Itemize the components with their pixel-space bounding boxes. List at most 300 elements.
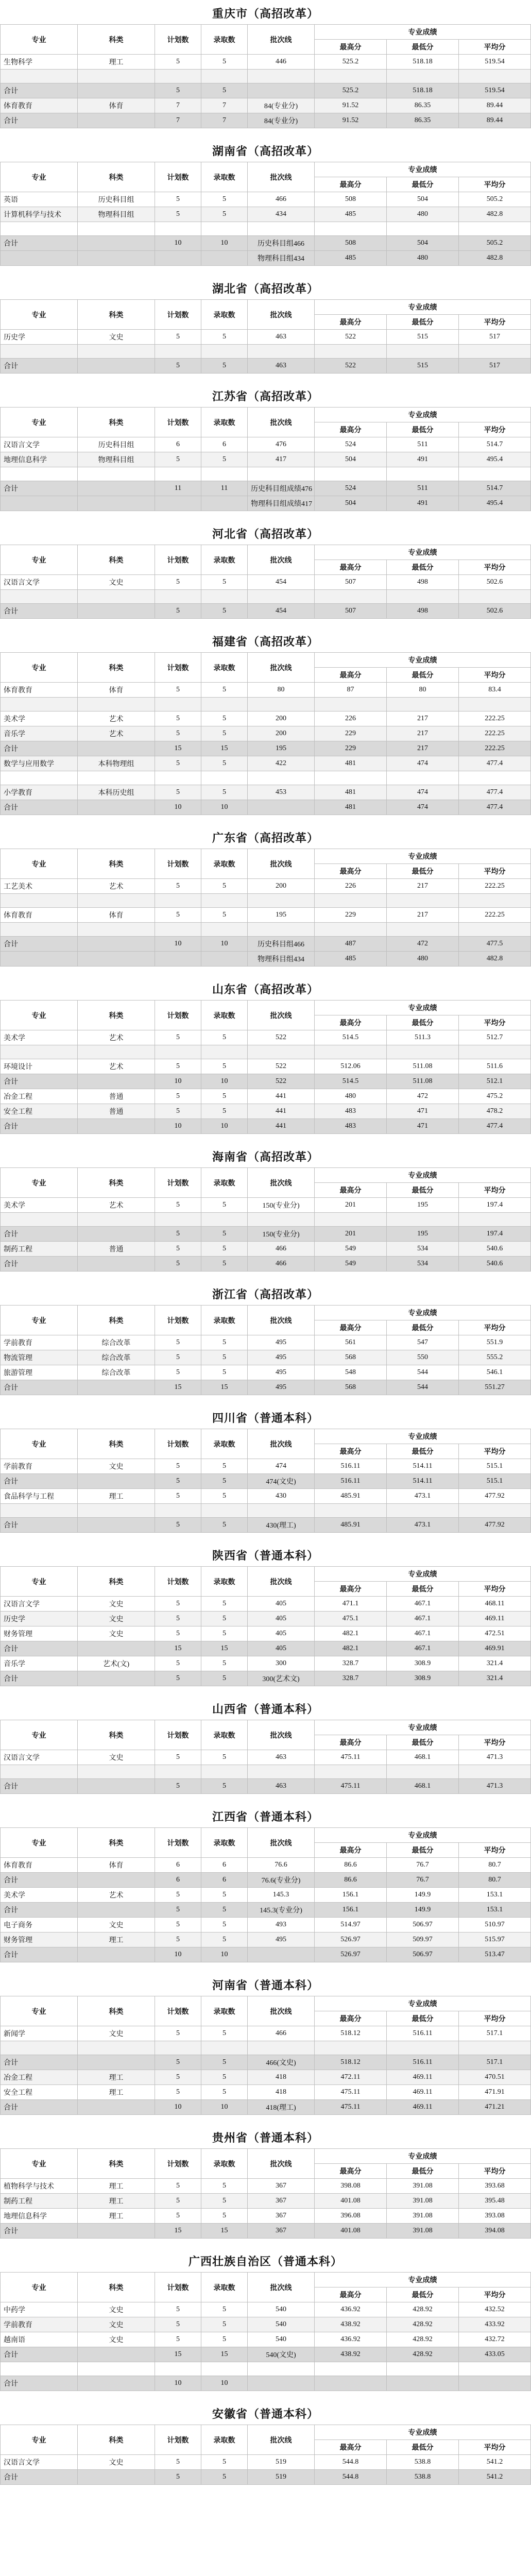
header-high: 最高分 xyxy=(315,2287,387,2302)
table-row xyxy=(1,894,531,908)
table-row xyxy=(1,2041,531,2055)
cell-type xyxy=(78,771,155,785)
cell-min-score: 430(理工) xyxy=(248,1518,315,1533)
header-avg: 平均分 xyxy=(459,315,531,330)
header-min-score: 批次线 xyxy=(248,849,315,879)
table-row xyxy=(1,1518,531,1533)
cell-enroll: 5 xyxy=(201,1626,248,1641)
table-row xyxy=(1,113,531,128)
cell-plan xyxy=(155,1045,201,1059)
cell-high: 507 xyxy=(315,575,387,590)
cell-enroll: 15 xyxy=(201,1641,248,1656)
cell-avg: 541.2 xyxy=(459,2470,531,2485)
admission-table xyxy=(0,1996,531,2115)
cell-high: 472.11 xyxy=(315,2070,387,2085)
province-section xyxy=(0,0,531,128)
cell-major: 越南语 xyxy=(1,2332,78,2347)
province-section xyxy=(0,1281,531,1395)
cell-high: 401.08 xyxy=(315,2194,387,2209)
cell-major xyxy=(1,1765,78,1779)
cell-high: 512.06 xyxy=(315,1059,387,1074)
cell-avg xyxy=(459,698,531,711)
cell-avg: 502.6 xyxy=(459,604,531,619)
cell-low: 217 xyxy=(387,908,459,923)
cell-type xyxy=(78,590,155,604)
header-major: 专业 xyxy=(1,2273,78,2302)
cell-high: 471.1 xyxy=(315,1597,387,1612)
cell-type xyxy=(78,1504,155,1518)
header-low: 最低分 xyxy=(387,2011,459,2026)
section-title: 湖南省（高招改革） xyxy=(212,145,319,158)
cell-type xyxy=(78,1213,155,1227)
table-row xyxy=(1,359,531,374)
table-row xyxy=(1,2362,531,2376)
header-high: 最高分 xyxy=(315,2011,387,2026)
cell-major: 合计 xyxy=(1,236,78,251)
cell-high xyxy=(315,222,387,236)
cell-enroll: 5 xyxy=(201,575,248,590)
cell-low: 506.97 xyxy=(387,1947,459,1962)
cell-high: 91.52 xyxy=(315,98,387,113)
table-row xyxy=(1,1779,531,1794)
admission-table xyxy=(0,1167,531,1272)
cell-major: 工艺美术 xyxy=(1,879,78,894)
cell-type: 综合改革 xyxy=(78,1365,155,1380)
header-major: 专业 xyxy=(1,849,78,879)
cell-plan: 10 xyxy=(155,236,201,251)
cell-high: 524 xyxy=(315,481,387,496)
cell-high xyxy=(315,771,387,785)
cell-enroll: 10 xyxy=(201,1119,248,1134)
cell-high xyxy=(315,923,387,937)
cell-avg: 89.44 xyxy=(459,113,531,128)
cell-min-score: 300 xyxy=(248,1656,315,1671)
table-row xyxy=(1,923,531,937)
table-row xyxy=(1,1933,531,1947)
cell-plan: 5 xyxy=(155,1671,201,1686)
cell-plan: 5 xyxy=(155,1918,201,1933)
cell-major xyxy=(1,771,78,785)
header-low: 最低分 xyxy=(387,2164,459,2179)
cell-low: 469.11 xyxy=(387,2070,459,2085)
cell-low: 428.92 xyxy=(387,2332,459,2347)
table-row xyxy=(1,1612,531,1626)
cell-high: 516.11 xyxy=(315,1474,387,1489)
header-scores-group: 专业成绩 xyxy=(315,1168,531,1183)
cell-major: 财务管理 xyxy=(1,1933,78,1947)
cell-low: 308.9 xyxy=(387,1656,459,1671)
cell-high: 518.12 xyxy=(315,2055,387,2070)
cell-avg: 515.97 xyxy=(459,1933,531,1947)
cell-plan: 5 xyxy=(155,1933,201,1947)
header-scores-group: 专业成绩 xyxy=(315,653,531,668)
header-avg: 平均分 xyxy=(459,864,531,879)
cell-low: 467.1 xyxy=(387,1597,459,1612)
cell-avg: 321.4 xyxy=(459,1656,531,1671)
cell-avg: 519.54 xyxy=(459,55,531,70)
cell-min-score: 418 xyxy=(248,2070,315,2085)
cell-major: 中药学 xyxy=(1,2302,78,2317)
cell-min-score: 493 xyxy=(248,1918,315,1933)
cell-avg xyxy=(459,2376,531,2391)
cell-type xyxy=(78,481,155,496)
cell-major xyxy=(1,590,78,604)
cell-major xyxy=(1,251,78,266)
header-type: 科类 xyxy=(78,545,155,575)
cell-enroll: 5 xyxy=(201,1750,248,1765)
cell-type xyxy=(78,1074,155,1089)
cell-low: 480 xyxy=(387,251,459,266)
table-row xyxy=(1,575,531,590)
cell-low xyxy=(387,771,459,785)
header-avg: 平均分 xyxy=(459,668,531,683)
cell-enroll: 5 xyxy=(201,452,248,467)
cell-avg xyxy=(459,1045,531,1059)
cell-type xyxy=(78,1518,155,1533)
cell-min-score: 145.3 xyxy=(248,1888,315,1903)
table-row xyxy=(1,496,531,511)
header-scores-group: 专业成绩 xyxy=(315,2273,531,2287)
cell-low: 428.92 xyxy=(387,2302,459,2317)
cell-major: 合计 xyxy=(1,1474,78,1489)
cell-plan: 10 xyxy=(155,937,201,952)
cell-type: 体育 xyxy=(78,1858,155,1873)
header-min-score: 批次线 xyxy=(248,300,315,330)
table-row xyxy=(1,467,531,481)
cell-avg: 477.92 xyxy=(459,1489,531,1504)
header-plan: 计划数 xyxy=(155,1306,201,1335)
cell-plan: 15 xyxy=(155,741,201,756)
header-enroll: 录取数 xyxy=(201,545,248,575)
cell-enroll: 5 xyxy=(201,192,248,207)
cell-low xyxy=(387,2362,459,2376)
cell-major: 安全工程 xyxy=(1,2085,78,2100)
header-type: 科类 xyxy=(78,653,155,683)
cell-enroll: 5 xyxy=(201,1779,248,1794)
admission-table xyxy=(0,2148,531,2239)
cell-type xyxy=(78,894,155,908)
cell-avg: 517.1 xyxy=(459,2055,531,2070)
cell-plan: 5 xyxy=(155,1626,201,1641)
cell-enroll xyxy=(201,2041,248,2055)
cell-avg: 495.4 xyxy=(459,496,531,511)
cell-min-score xyxy=(248,2041,315,2055)
header-scores-group: 专业成绩 xyxy=(315,1828,531,1843)
cell-type xyxy=(78,1765,155,1779)
cell-high: 485 xyxy=(315,952,387,967)
cell-low: 538.8 xyxy=(387,2455,459,2470)
cell-min-score: 466 xyxy=(248,1257,315,1272)
cell-major: 制药工程 xyxy=(1,1242,78,1257)
cell-enroll: 5 xyxy=(201,1903,248,1918)
header-high: 最高分 xyxy=(315,1843,387,1858)
cell-avg: 477.5 xyxy=(459,937,531,952)
cell-type xyxy=(78,236,155,251)
cell-high: 436.92 xyxy=(315,2302,387,2317)
cell-enroll xyxy=(201,1045,248,1059)
header-enroll: 录取数 xyxy=(201,162,248,192)
admission-table xyxy=(0,545,531,619)
table-row xyxy=(1,481,531,496)
cell-plan: 5 xyxy=(155,2302,201,2317)
cell-avg: 222.25 xyxy=(459,879,531,894)
cell-enroll: 6 xyxy=(201,437,248,452)
cell-plan: 10 xyxy=(155,2376,201,2391)
cell-major: 汉语言文学 xyxy=(1,575,78,590)
cell-avg xyxy=(459,70,531,83)
header-min-score: 批次线 xyxy=(248,653,315,683)
section-title: 四川省（普通本科） xyxy=(212,1412,319,1425)
header-major: 专业 xyxy=(1,408,78,437)
cell-low: 467.1 xyxy=(387,1641,459,1656)
cell-avg: 470.51 xyxy=(459,2070,531,2085)
header-plan: 计划数 xyxy=(155,1996,201,2026)
cell-low xyxy=(387,467,459,481)
cell-low: 80 xyxy=(387,683,459,698)
province-section xyxy=(0,976,531,1134)
table-row xyxy=(1,2194,531,2209)
header-avg: 平均分 xyxy=(459,40,531,55)
cell-type xyxy=(78,1873,155,1888)
cell-min-score xyxy=(248,467,315,481)
cell-low xyxy=(387,923,459,937)
header-type: 科类 xyxy=(78,1828,155,1858)
cell-type: 艺术 xyxy=(78,1198,155,1213)
cell-plan: 15 xyxy=(155,1380,201,1395)
cell-major: 学前教育 xyxy=(1,2317,78,2332)
cell-enroll: 5 xyxy=(201,1365,248,1380)
cell-avg: 394.08 xyxy=(459,2224,531,2239)
cell-major: 物流管理 xyxy=(1,1350,78,1365)
cell-type: 文史 xyxy=(78,575,155,590)
cell-low: 511.3 xyxy=(387,1030,459,1045)
cell-type: 文史 xyxy=(78,2302,155,2317)
cell-enroll xyxy=(201,70,248,83)
cell-min-score: 441 xyxy=(248,1089,315,1104)
cell-high: 91.52 xyxy=(315,113,387,128)
cell-plan: 5 xyxy=(155,575,201,590)
cell-avg xyxy=(459,1213,531,1227)
header-avg: 平均分 xyxy=(459,1843,531,1858)
cell-plan: 5 xyxy=(155,55,201,70)
cell-high: 480 xyxy=(315,1089,387,1104)
cell-high: 201 xyxy=(315,1198,387,1213)
cell-plan: 5 xyxy=(155,1104,201,1119)
cell-high: 568 xyxy=(315,1350,387,1365)
header-scores-group: 专业成绩 xyxy=(315,300,531,315)
cell-major: 美术学 xyxy=(1,1198,78,1213)
cell-plan xyxy=(155,894,201,908)
cell-high: 549 xyxy=(315,1257,387,1272)
cell-min-score: 474(文史) xyxy=(248,1474,315,1489)
cell-min-score: 405 xyxy=(248,1597,315,1612)
table-row xyxy=(1,756,531,771)
table-row xyxy=(1,2179,531,2194)
cell-type: 理工 xyxy=(78,2179,155,2194)
cell-low: 514.11 xyxy=(387,1474,459,1489)
cell-min-score: 463 xyxy=(248,330,315,345)
header-major: 专业 xyxy=(1,1828,78,1858)
province-section xyxy=(0,824,531,967)
cell-major: 美术学 xyxy=(1,1030,78,1045)
cell-low: 471 xyxy=(387,1119,459,1134)
cell-high: 87 xyxy=(315,683,387,698)
cell-major: 环境设计 xyxy=(1,1059,78,1074)
cell-type: 文史 xyxy=(78,1626,155,1641)
cell-low: 308.9 xyxy=(387,1671,459,1686)
cell-min-score: 540 xyxy=(248,2302,315,2317)
cell-plan: 5 xyxy=(155,2332,201,2347)
header-high: 最高分 xyxy=(315,1735,387,1750)
table-row xyxy=(1,1765,531,1779)
cell-min-score: 466 xyxy=(248,2026,315,2041)
cell-min-score: 418 xyxy=(248,2085,315,2100)
cell-type xyxy=(78,2224,155,2239)
cell-enroll: 6 xyxy=(201,1858,248,1873)
cell-min-score: 80 xyxy=(248,683,315,698)
province-section xyxy=(0,520,531,619)
cell-min-score: 405 xyxy=(248,1626,315,1641)
cell-plan: 5 xyxy=(155,2085,201,2100)
header-type: 科类 xyxy=(78,408,155,437)
cell-enroll: 5 xyxy=(201,2085,248,2100)
cell-enroll: 5 xyxy=(201,1242,248,1257)
cell-low: 491 xyxy=(387,496,459,511)
cell-major: 合计 xyxy=(1,1119,78,1134)
cell-low: 506.97 xyxy=(387,1918,459,1933)
cell-min-score: 405 xyxy=(248,1612,315,1626)
cell-avg xyxy=(459,2041,531,2055)
cell-major: 体育教育 xyxy=(1,908,78,923)
cell-avg: 477.4 xyxy=(459,785,531,800)
cell-plan: 5 xyxy=(155,192,201,207)
header-min-score: 批次线 xyxy=(248,408,315,437)
cell-type xyxy=(78,467,155,481)
cell-type xyxy=(78,800,155,815)
header-scores-group: 专业成绩 xyxy=(315,1720,531,1735)
cell-plan: 5 xyxy=(155,1656,201,1671)
cell-low: 518.18 xyxy=(387,83,459,98)
table-row xyxy=(1,98,531,113)
cell-type: 理工 xyxy=(78,2070,155,2085)
header-min-score: 批次线 xyxy=(248,1429,315,1459)
cell-avg: 89.44 xyxy=(459,98,531,113)
cell-low: 550 xyxy=(387,1350,459,1365)
cell-major: 合计 xyxy=(1,1903,78,1918)
cell-major: 小学教育 xyxy=(1,785,78,800)
header-scores-group: 专业成绩 xyxy=(315,2425,531,2440)
header-high: 最高分 xyxy=(315,1444,387,1459)
cell-avg: 546.1 xyxy=(459,1365,531,1380)
section-title: 广东省（高招改革） xyxy=(212,832,319,844)
header-plan: 计划数 xyxy=(155,408,201,437)
cell-plan: 11 xyxy=(155,481,201,496)
cell-high: 516.11 xyxy=(315,1459,387,1474)
cell-low: 474 xyxy=(387,756,459,771)
section-title: 安徽省（普通本科） xyxy=(212,2408,319,2420)
table-row xyxy=(1,1888,531,1903)
header-major: 专业 xyxy=(1,653,78,683)
header-major: 专业 xyxy=(1,1168,78,1198)
cell-major: 财务管理 xyxy=(1,1626,78,1641)
header-high: 最高分 xyxy=(315,1183,387,1198)
cell-avg: 477.4 xyxy=(459,1119,531,1134)
cell-enroll: 7 xyxy=(201,98,248,113)
cell-high: 507 xyxy=(315,604,387,619)
cell-major: 音乐学 xyxy=(1,1656,78,1671)
cell-enroll xyxy=(201,894,248,908)
header-avg: 平均分 xyxy=(459,2287,531,2302)
cell-avg xyxy=(459,590,531,604)
cell-low: 491 xyxy=(387,452,459,467)
cell-type: 艺术 xyxy=(78,879,155,894)
cell-plan xyxy=(155,698,201,711)
header-low: 最低分 xyxy=(387,2287,459,2302)
cell-avg: 517.1 xyxy=(459,2026,531,2041)
cell-plan: 5 xyxy=(155,2470,201,2485)
cell-type: 理工 xyxy=(78,1933,155,1947)
cell-major: 美术学 xyxy=(1,711,78,726)
cell-major: 学前教育 xyxy=(1,1459,78,1474)
cell-high: 526.97 xyxy=(315,1947,387,1962)
section-title: 海南省（高招改革） xyxy=(212,1150,319,1163)
cell-low: 76.7 xyxy=(387,1873,459,1888)
table-row xyxy=(1,1671,531,1686)
header-major: 专业 xyxy=(1,300,78,330)
table-row xyxy=(1,2376,531,2391)
cell-low: 518.18 xyxy=(387,55,459,70)
cell-major: 数学与应用数学 xyxy=(1,756,78,771)
header-enroll: 录取数 xyxy=(201,408,248,437)
header-scores-group: 专业成绩 xyxy=(315,1001,531,1015)
cell-enroll: 5 xyxy=(201,1030,248,1045)
header-major: 专业 xyxy=(1,1720,78,1750)
cell-min-score: 441 xyxy=(248,1104,315,1119)
table-row xyxy=(1,1074,531,1089)
cell-min-score: 446 xyxy=(248,55,315,70)
cell-avg: 551.9 xyxy=(459,1335,531,1350)
header-major: 专业 xyxy=(1,25,78,55)
table-row xyxy=(1,698,531,711)
cell-low xyxy=(387,345,459,359)
header-avg: 平均分 xyxy=(459,560,531,575)
cell-type: 文史 xyxy=(78,2332,155,2347)
cell-low: 391.08 xyxy=(387,2194,459,2209)
table-row xyxy=(1,1089,531,1104)
cell-major xyxy=(1,1213,78,1227)
cell-plan xyxy=(155,251,201,266)
cell-avg: 495.4 xyxy=(459,452,531,467)
cell-avg: 153.1 xyxy=(459,1888,531,1903)
header-enroll: 录取数 xyxy=(201,1567,248,1597)
cell-high: 524 xyxy=(315,437,387,452)
cell-type xyxy=(78,1045,155,1059)
cell-avg: 472.51 xyxy=(459,1626,531,1641)
admission-table xyxy=(0,2425,531,2485)
header-low: 最低分 xyxy=(387,560,459,575)
cell-type: 历史科目组 xyxy=(78,437,155,452)
cell-avg: 482.8 xyxy=(459,952,531,967)
cell-type: 理工 xyxy=(78,1489,155,1504)
cell-high: 475.11 xyxy=(315,2100,387,2115)
cell-plan: 5 xyxy=(155,1612,201,1626)
cell-enroll: 6 xyxy=(201,1873,248,1888)
cell-low xyxy=(387,590,459,604)
header-min-score: 批次线 xyxy=(248,2273,315,2302)
cell-plan: 5 xyxy=(155,1489,201,1504)
cell-high: 525.2 xyxy=(315,83,387,98)
cell-high: 401.08 xyxy=(315,2224,387,2239)
